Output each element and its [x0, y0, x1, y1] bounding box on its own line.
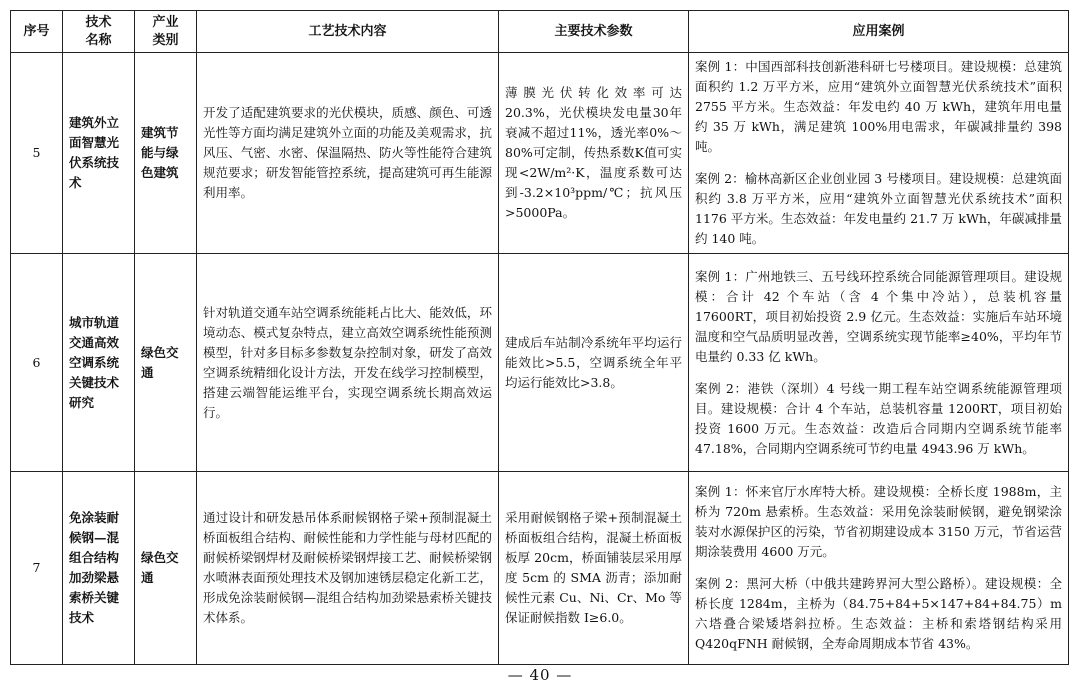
row-params: 采用耐候钢格子梁+预制混凝土桥面板组合结构，混凝土桥面板板厚 20cm，桥面铺装层采用厚度 5cm 的 SMA 沥青；添加耐候性元素 Cu、Ni、Cr、Mo 等保证耐候指数 I≥6.0。 — [499, 472, 689, 665]
header-name: 技术 名称 — [63, 11, 135, 53]
row-process: 通过设计和研发悬吊体系耐候钢格子梁+预制混凝土桥面板组合结构、耐候性能和力学性能与母材匹配的耐候桥梁钢焊材及耐候桥梁钢焊接工艺、耐候桥梁钢水喷淋表面预处理技术及钢加速锈层稳定化新工艺，形成免涂装耐候钢—混组合结构加劲梁悬索桥关键技术体系。 — [197, 472, 499, 665]
row-process: 开发了适配建筑要求的光伏模块，质感、颜色、可透光性等方面均满足建筑外立面的功能及美观需求，抗风压、气密、水密、保温隔热、防火等性能符合建筑规范要求；研发智能管控系统，提高建筑可再生能源利用率。 — [197, 53, 499, 254]
header-category: 产业 类别 — [135, 11, 197, 53]
row-cases — [689, 53, 1069, 254]
table-header-row — [11, 11, 1069, 53]
header-seq: 序号 — [11, 11, 63, 53]
row-cases — [689, 472, 1069, 665]
table-row — [11, 53, 1069, 254]
row-seq: 6 — [11, 254, 63, 472]
page-number: — 40 — — [507, 666, 573, 684]
row-params: 薄膜光伏转化效率可达20.3%，光伏模块发电量30年衰减不超过11%，透光率0%～80%可定制，传热系数K值可实现<2W/m²·K，温度系数可达到-3.2×10³ppm/℃；抗风压>5000Pa。 — [499, 53, 689, 254]
case-2: 案例 2：港铁（深圳）4 号线一期工程车站空调系统能源管理项目。建设规模：合计 4 个车站，总装机容量 1200RT，项目初始投资 1600 万元。生态效益：改造后合同期内空调系统节能率 47.18%，合同期内空调系统可节约电量 4943.96 万 kWh。 — [695, 380, 1062, 456]
row-tech-name: 城市轨道交通高效空调系统关键技术研究 — [63, 254, 135, 472]
table-row — [11, 254, 1069, 472]
case-2: 案例 2：榆林高新区企业创业园 3 号楼项目。建设规模：总建筑面积约 3.8 万平方米，应用“建筑外立面智慧光伏系统技术”面积 1176 平方米。生态效益：年发电量约 21.7 万 kWh，年碳减排量约 140 吨。 — [695, 171, 1062, 246]
row-params: 建成后车站制冷系统年平均运行能效比>5.5，空调系统全年平均运行能效比>3.8。 — [499, 254, 689, 472]
row-tech-name: 建筑外立面智慧光伏系统技术 — [63, 53, 135, 254]
row-seq: 7 — [11, 472, 63, 665]
header-cases: 应用案例 — [689, 11, 1069, 53]
case-1: 案例 1：怀来官厅水库特大桥。建设规模：全桥长度 1988m，主桥为 720m 悬索桥。生态效益：采用免涂装耐候钢，避免钢梁涂装对水源保护区的污染，节省初期建设成本 3150 万元，节省运营期涂装费用 4600 万元。 — [695, 484, 1062, 559]
header-process: 工艺技术内容 — [197, 11, 499, 53]
row-seq: 5 — [11, 53, 63, 254]
header-params: 主要技术参数 — [499, 11, 689, 53]
row-category: 绿色交通 — [135, 254, 197, 472]
row-category: 绿色交通 — [135, 472, 197, 665]
case-1: 案例 1：中国西部科技创新港科研七号楼项目。建设规模：总建筑面积约 1.2 万平方米，应用“建筑外立面智慧光伏系统技术”面积 2755 平方米。生态效益：年发电约 40 万 kWh，建筑年用电量约 35 万 kWh，满足建筑 100%用电需求，年碳减排量约 398 吨。 — [695, 59, 1062, 154]
row-category: 建筑节能与绿色建筑 — [135, 53, 197, 254]
table-row — [11, 472, 1069, 665]
technology-table — [10, 10, 1069, 665]
row-cases — [689, 254, 1069, 472]
case-2: 案例 2：黑河大桥（中俄共建跨界河大型公路桥）。建设规模：全桥长度 1284m，主桥为（84.75+84+5×147+84+84.75）m 六塔叠合梁矮塔斜拉桥。生态效益：主桥和索塔钢结构采用 Q420qFNH 耐候钢，全寿命周期成本节省 43%。 — [695, 576, 1062, 651]
row-process: 针对轨道交通车站空调系统能耗占比大、能效低，环境动态、模式复杂特点，建立高效空调系统性能预测模型，针对多目标多参数复杂控制对象，研发了高效空调系统精细化设计方法，开发在线学习控制模型，搭建云端智能运维平台，实现空调系统长期高效运行。 — [197, 254, 499, 472]
row-tech-name: 免涂装耐候钢—混组合结构加劲梁悬索桥关键技术 — [63, 472, 135, 665]
case-1: 案例 1：广州地铁三、五号线环控系统合同能源管理项目。建设规模：合计 42 个车站（含 4 个集中冷站），总装机容量 17600RT，项目初始投资 2.9 亿元。生态效益：实施后车站环境温度和空气品质明显改善，空调系统实现节能率≥40%，平均年节电量约 0.33 亿 kWh。 — [695, 268, 1062, 364]
